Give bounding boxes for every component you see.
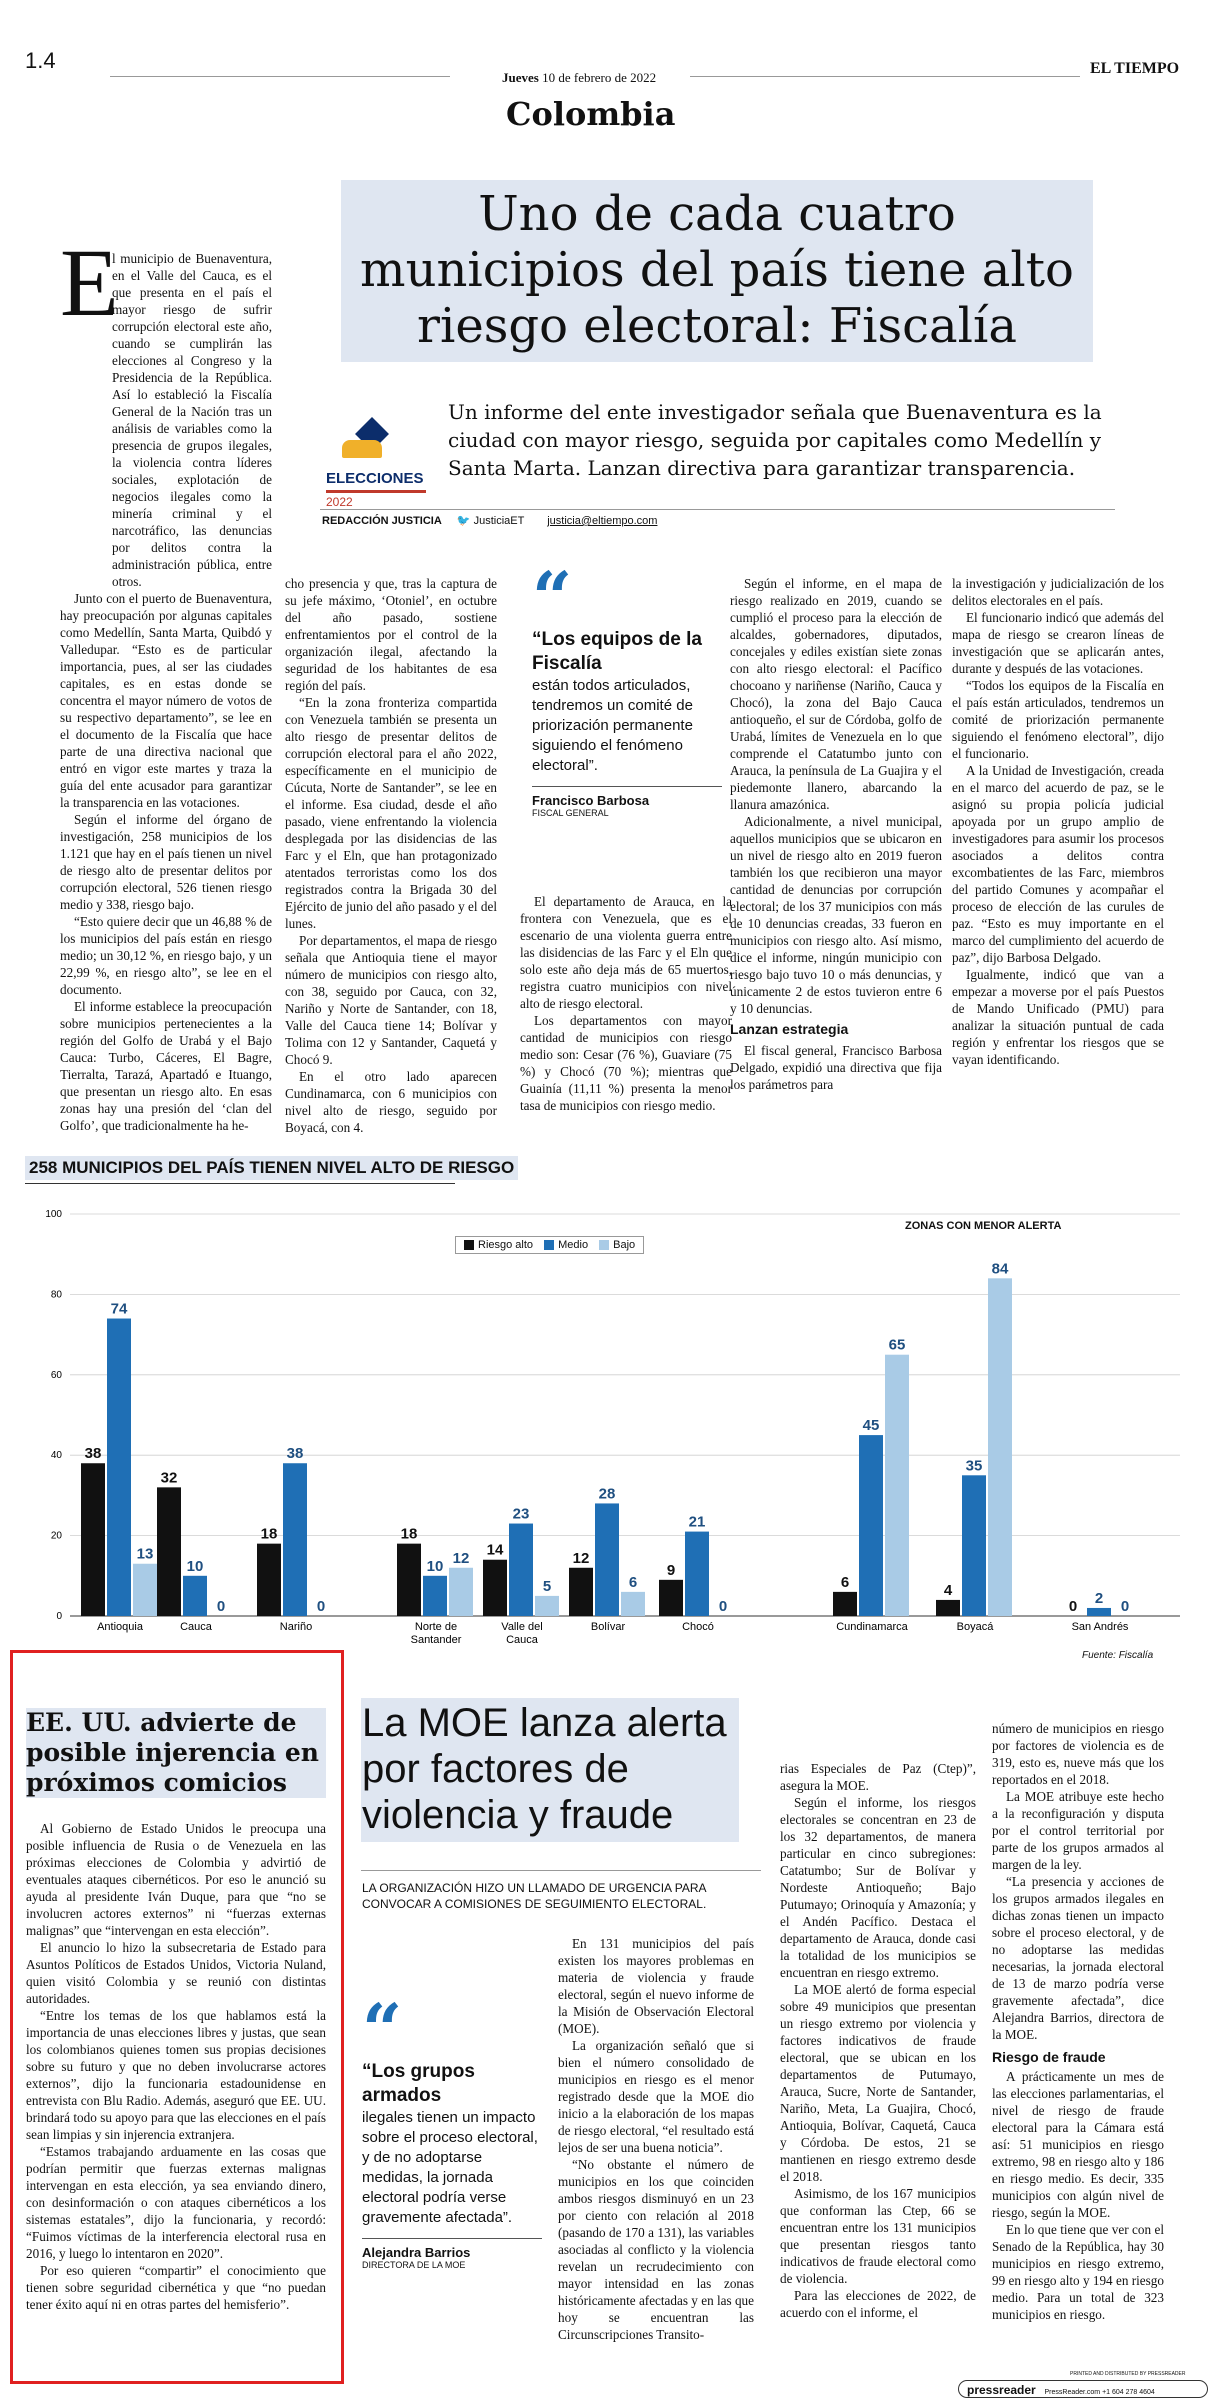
bar-value-label: 18 xyxy=(400,1525,418,1543)
bar-0 xyxy=(569,1568,593,1616)
bar-value-label: 12 xyxy=(572,1549,590,1567)
y-tick-label: 20 xyxy=(50,1530,62,1542)
category-label: Norte de xyxy=(414,1621,458,1633)
category-label: Cundinamarca xyxy=(836,1621,908,1633)
logo-text: ELECCIONES xyxy=(326,470,424,487)
elections-logo xyxy=(320,418,432,518)
bar-value-label: 0 xyxy=(1120,1598,1130,1615)
bar-2 xyxy=(988,1278,1012,1616)
byline-row xyxy=(322,514,657,527)
bar-value-label: 14 xyxy=(486,1541,504,1559)
quote-body: están todos articulados, tendremos un comité de priorización permanente siguiendo el fenómeno electoral”. xyxy=(532,677,693,774)
main-col-5 xyxy=(952,575,1164,1068)
bar-value-label: 65 xyxy=(888,1336,906,1354)
bar-2 xyxy=(621,1592,645,1616)
bar-value-label: 32 xyxy=(160,1469,178,1487)
main-col4-tail: El fiscal general, Francisco Barbosa Delgado, expidió una directiva que fija los parámetros para xyxy=(730,1043,942,1092)
twitter-icon: 🐦 xyxy=(456,515,471,527)
bar-1 xyxy=(859,1435,883,1616)
bar-2 xyxy=(449,1568,473,1616)
dropcap: E xyxy=(60,229,119,336)
category-label: Cauca xyxy=(506,1634,538,1646)
main-title: Uno de cada cuatro municipios del país tiene alto riesgo electoral: Fiscalía xyxy=(360,186,1074,354)
bar-1 xyxy=(685,1532,709,1616)
main-col1-p1: l municipio de Buenaventura, en el Valle del Cauca, es el que presenta en el país el mayor riesgo de sufrir corrupción electoral este año, cuando se cumplirán las elecciones al Congreso y la Presidencia de la República. Así lo estableció la Fiscalía General de la Nación tras un análisis de variables como la presencia de grupos ilegales, la violencia contra líderes sociales, explotación de negocios ilegales como la minería criminal y el narcotráfico, las denuncias por delitos contra la administración pública, entre otros. xyxy=(112,251,272,589)
moe-quote-body: ilegales tienen un impacto sobre el proceso electoral, y de no adoptarse medidas, la jornada electoral podría verse gravemente afectada”. xyxy=(362,2109,538,2226)
sidebar-title: EE. UU. advierte de posible injerencia en próximos comicios xyxy=(26,1708,326,1798)
bar-1 xyxy=(509,1524,533,1616)
main-col2-p4: En el otro lado aparecen Cundinamarca, con 6 municipios con nivel alto de riesgo, seguido por Boyacá, con 4. xyxy=(285,1069,497,1135)
legend-label-medio: Medio xyxy=(558,1239,589,1251)
moe-col2-p4: Asimismo, de los 167 municipios que conforman las Ctep, 66 se encuentran entre los 131 municipios que presentan riesgos tanto indicativos de fraude electoral como de violencia. xyxy=(780,2186,976,2286)
moe-col3-p4: A prácticamente un mes de las elecciones parlamentarias, el nivel de riesgo de fraude electoral para la Cámara está así: 51 municipios en riesgo extremo, 98 en riesgo alto y 186 en riesgo medio. Es decir, 335 municipios con algún nivel de riesgo, según la MOE. xyxy=(992,2069,1164,2220)
bar-0 xyxy=(157,1487,181,1616)
sidebar-p2: El anuncio lo hizo la subsecretaria de Estado para Asuntos Políticos de Estados Unidos, Victoria Nuland, quien visitó Colombia y se reunió con distintas autoridades. xyxy=(26,1940,326,2006)
sidebar-p5: Por eso quieren “compartir” el conocimiento que tienen sobre seguridad cibernética y que “no puedan tener éxito aquí ni en otras partes del hemisferio”. xyxy=(26,2263,326,2312)
date-day: Jueves xyxy=(502,70,539,85)
category-label: Bolívar xyxy=(590,1621,626,1633)
bar-value-label: 6 xyxy=(840,1573,850,1591)
bar-value-label: 28 xyxy=(598,1485,616,1503)
moe-col-3 xyxy=(992,1720,1164,2323)
bar-value-label: 35 xyxy=(965,1457,983,1475)
main-deck: Un informe del ente investigador señala que Buenaventura es la ciudad con mayor riesgo, seguida por capitales como Medellín y Santa Marta. Lanzan directiva para garantizar transparencia. xyxy=(448,400,1102,480)
moe-col-2 xyxy=(780,1760,976,2321)
quote-lead: “Los equipos de la Fiscalía xyxy=(532,629,702,674)
bar-value-label: 21 xyxy=(688,1513,706,1531)
main-col2-p3: Por departamentos, el mapa de riesgo señala que Antioquia tiene el mayor número de municipios con riesgo alto, con 38, seguido por Cauca, con 32, Nariño y Norte de Santander, con 18, Valle del Cauca tiene 14; Bolívar y Tolima con 12 y Santander, Caquetá y Chocó 9. xyxy=(285,933,497,1067)
bar-value-label: 0 xyxy=(316,1598,326,1615)
bar-value-label: 13 xyxy=(136,1545,154,1563)
main-col2-p2: “En la zona fronteriza compartida con Venezuela también se presenta un alto riesgo de presentar delitos de corrupción electoral para el año 2022, específicamente en el municipio de Cúcuta, Norte de Santander”, se lee en el informe. Esa ciudad, desde el año pasado, viene enfrentando la violencia desplegada por las disidencias de las Farc y el Eln, que han protagonizado atentados terroristas como los dos registrados contra la Brigada 30 del Ejército de junio del año pasado y el del lunes. xyxy=(285,695,497,931)
bar-1 xyxy=(423,1576,447,1616)
moe-deck-rule xyxy=(361,1870,761,1871)
bar-value-label: 10 xyxy=(186,1557,204,1575)
y-tick-label: 80 xyxy=(50,1289,62,1301)
bar-1 xyxy=(962,1475,986,1616)
moe-col2-p1: rias Especiales de Paz (Ctep)”, asegura la MOE. xyxy=(780,1761,976,1793)
sidebar-p4: “Estamos trabajando arduamente en las cosas que podrían permitir que fuerzas externas malignas intervengan en esta elección, ya sea enviando dinero, con desinformación o con ataques cibernéticos a los sistemas estatales”, dijo la funcionaria, y recordó: “Fuimos víctimas de la interferencia electoral rusa en 2016, y luego lo intentaron en 2020”. xyxy=(26,2144,326,2261)
bar-value-label: 0 xyxy=(718,1598,728,1615)
main-col1-p5: El informe establece la preocupación sobre municipios pertenecientes a la región del Golfo de Urabá y el Bajo Cauca: Turbo, Cáceres, El Bagre, Tierralta, Tarazá, Apartadó e Ituango, que presentan un riesgo alto. En esas zonas hay una presión del ‘clan del Golfo’, que tradicionalmente ha he- xyxy=(60,999,272,1133)
bar-value-label: 10 xyxy=(426,1557,444,1575)
moe-col1-p3: “No obstante el número de municipios en los que coinciden ambos riesgos disminuyó en un 23 por ciento con relación al 2018 (pasando de 170 a 131), las variables asociadas al conflicto y la violencia revelan un recrudecimiento con mayor intensidad en las zonas históricamente afectadas y en las que hoy se encuentran las Circunscripciones Transito- xyxy=(558,2157,754,2342)
section-title: Colombia xyxy=(506,95,676,133)
bar-0 xyxy=(936,1600,960,1616)
bar-value-label: 2 xyxy=(1094,1589,1104,1607)
bar-value-label: 6 xyxy=(628,1573,638,1591)
bar-0 xyxy=(397,1544,421,1616)
hand-icon xyxy=(342,440,382,458)
moe-col3-p1: número de municipios en riesgo por factores de violencia es de 319, esto es, nueve más que los reportados en el 2018. xyxy=(992,1721,1164,1787)
main-col4-p1: Según el informe, en el mapa de riesgo realizado en 2019, cuando se cumplió el proceso para la elección de alcaldes, gobernadores, diputados, concejales y ediles existían siete zonas con alto riesgo electoral: el Pacífico chocoano y nariñense (Nariño, Cauca y Chocó), la zona del Bajo Cauca antioqueño, el sur de Córdoba, golfo de Urabá, límites de Venezuela en lo que comprende el Catatumbo junto con Arauca, la península de La Guajira y el piedemonte llanero, abarcando la llanura amazónica. xyxy=(730,576,942,812)
moe-col2-p2: Según el informe, los riesgos electorales se concentran en 23 de los 32 departamentos, de manera particular en cinco subregiones: Catatumbo; Sur de Bolívar y Nordeste Antioqueño; Bajo Putumayo; Orinoquía y Amazonía; y el Andén Pacífico. Destaca el departamento de Arauca, donde casi la totalidad de los municipios se encuentran en riesgo extremo. xyxy=(780,1795,976,1980)
moe-quote-lead: “Los grupos armados xyxy=(362,2061,475,2106)
chart-title-text: 258 MUNICIPIOS DEL PAÍS TIENEN NIVEL ALTO DE RIESGO xyxy=(29,1158,515,1177)
header-rule-right xyxy=(690,76,1080,77)
main-col1-p3: Según el informe del órgano de investigación, 258 municipios de los 1.121 que hay en el país tienen un nivel de riesgo alto de presentar delitos por corrupción electoral, 526 tienen riesgo medio y 338, riesgo bajo. xyxy=(60,812,272,912)
pressreader-small: PRINTED AND DISTRIBUTED BY PRESSREADER xyxy=(1070,2371,1186,2377)
moe-col1-p1: En 131 municipios del país existen los mayores problemas en materia de violencia y fraude electoral, según el nuevo informe de la Misión de Observación Electoral (MOE). xyxy=(558,1936,754,2036)
bar-1 xyxy=(107,1319,131,1616)
main-col5-p3: “Todos los equipos de la Fiscalía en el país están articulados, tendremos un comité de priorización permanente siguiendo el fenómeno electoral”, dijo el funcionario. xyxy=(952,678,1164,761)
category-label: Boyacá xyxy=(956,1621,994,1633)
main-col4-p2: Adicionalmente, a nivel municipal, aquellos municipios que se ubicaron en un nivel de riesgo alto en 2019 fueron también los que recibieron una mayor cantidad de denuncias por corrupción electoral; de los 37 municipios con más de 10 denuncias creadas, 33 fueron en municipios con riesgo alto. Así mismo, dice el informe, ningún municipio con riesgo bajo tuvo 10 o más denuncias, y únicamente 2 de estos tuvieron entre 6 y 10 denuncias. xyxy=(730,814,942,1016)
bar-value-label: 38 xyxy=(84,1445,102,1463)
moe-col3-p3: “La presencia y acciones de los grupos armados ilegales en dichas zonas tienen un impacto sobre el proceso electoral, y de no adoptarse las medidas necesarias, la jornada electoral de 13 de marzo podría verse gravemente afectada”, dice Alejandra Barrios, directora de la MOE. xyxy=(992,1874,1164,2042)
moe-quote-icon: “ xyxy=(362,1988,403,2071)
moe-col3-subhead: Riesgo de fraude xyxy=(992,2049,1106,2065)
legend-label-bajo: Bajo xyxy=(613,1239,636,1251)
bar-1 xyxy=(183,1576,207,1616)
y-tick-label: 0 xyxy=(56,1611,62,1622)
main-col-2 xyxy=(285,575,497,1136)
legend-label-alto: Riesgo alto xyxy=(478,1239,534,1251)
moe-title: La MOE lanza alerta por factores de violencia y fraude xyxy=(362,1701,727,1837)
brand-logo: EL TIEMPO xyxy=(1090,60,1180,77)
bar-value-label: 45 xyxy=(862,1417,880,1435)
chart-annotation: ZONAS CON MENOR ALERTA xyxy=(905,1220,1062,1232)
sidebar-p1: Al Gobierno de Estado Unidos le preocupa una posible influencia de Rusia o de Venezuela en las próximas elecciones de Colombia y advirtió de eventuales ataques cibernéticos. Por eso le anunció su ayuda al presidente Iván Duque, para que “no se involucren actores externos” ni “fuerzas externas malignas” que “intervengan en esta elección”. xyxy=(26,1821,326,1938)
main-col1-p4: “Esto quiere decir que un 46,88 % de los municipios del país están en riesgo medio; un 30,12 %, en riesgo bajo, y un 22,99 %, en riesgo alto”, se lee en el documento. xyxy=(60,914,272,997)
category-label: San Andrés xyxy=(1071,1621,1129,1633)
risk-bar-chart xyxy=(0,1200,1211,1650)
bar-1 xyxy=(283,1463,307,1616)
main-col1-p2: Junto con el puerto de Buenaventura, hay preocupación por algunas capitales como Medellín, Santa Marta, Quibdó y Valledupar. “Esto es de particular importancia, pues, al ser las ciudades capitales, es en estas donde se concentra el mayor número de votos de su respectivo departamento”, se lee en el documento de la Fiscalía que hace parte de una directiva nacional que entró en vigor este martes y traza la guía del ente acusador para garantizar la transparencia en las votaciones. xyxy=(60,591,272,810)
category-label: Nariño xyxy=(279,1621,313,1633)
bar-value-label: 12 xyxy=(452,1549,470,1567)
moe-col3-p5: En lo que tiene que ver con el Senado de la República, hay 30 municipios en riesgo extremo, 99 en riesgo alto y 194 en riesgo medio. Para un total de 323 municipios en riesgo. xyxy=(992,2222,1164,2322)
category-label: Valle del xyxy=(501,1621,543,1633)
pressreader-phone: PressReader.com +1 604 278 4604 xyxy=(1044,2389,1155,2396)
logo-year: 2022 xyxy=(326,490,426,509)
category-label: Santander xyxy=(410,1634,462,1646)
y-tick-label: 60 xyxy=(50,1369,62,1381)
bar-value-label: 4 xyxy=(943,1581,953,1599)
bar-0 xyxy=(257,1544,281,1616)
bar-value-label: 38 xyxy=(286,1445,304,1463)
y-tick-label: 40 xyxy=(50,1450,62,1462)
main-col5-p4: A la Unidad de Investigación, creada en el marco del acuerdo de paz, se le asignó su propia policía judicial apoyada por un grupo amplio de investigadores para asumir los procesos asociados a delitos contra excombatientes de las Farc, miembros del partido Comunes y acompañar el proceso de elección de las curules de paz. “Esto es muy importante en el marco del cumplimiento del acuerdo de paz”, dijo Barbosa Delgado. xyxy=(952,763,1164,965)
chart-title xyxy=(25,1156,518,1180)
twitter-handle[interactable]: JusticiaET xyxy=(473,515,525,527)
moe-quote-role: DIRECTORA DE LA MOE xyxy=(362,2260,466,2270)
date-rest: 10 de febrero de 2022 xyxy=(542,70,657,85)
main-col3-p1: El departamento de Arauca, en la frontera con Venezuela, que es el escenario de una violenta guerra entre las disidencias de las Farc y el Eln que solo este año deja más de 65 muertos, registra cuatro municipios con nivel alto de riesgo electoral. xyxy=(520,894,732,1011)
quote-role: FISCAL GENERAL xyxy=(532,808,609,818)
date-line xyxy=(502,70,656,86)
main-col-4 xyxy=(730,575,942,1093)
bar-value-label: 0 xyxy=(216,1598,226,1615)
category-label: Antioquia xyxy=(97,1621,143,1633)
email-link[interactable]: justicia@eltiempo.com xyxy=(547,515,658,527)
moe-col3-p2: La MOE atribuye este hecho a la reconfiguración y disputa por el control territorial por parte de los grupos armados al margen de la ley. xyxy=(992,1789,1164,1872)
moe-quote-author: Alejandra Barrios xyxy=(362,2245,471,2260)
page-number: 1.4 xyxy=(25,48,56,73)
moe-quote xyxy=(362,1988,542,2270)
moe-col1-p2: La organización señaló que si bien el número consolidado de municipios en riesgo es el menor registrado desde que la MOE dio inicio a la elaboración de los mapas de riesgo electoral, “el resultado está lejos de ser una buena noticia”. xyxy=(558,2038,754,2155)
chart-title-rule xyxy=(25,1183,455,1184)
sidebar-text xyxy=(26,1820,326,2313)
moe-col2-p3: La MOE alertó de forma especial sobre 49 municipios que presentan un riesgo extremo por violencia y factores indicativos de fraude electoral, que se ubican en los departamentos de Putumayo, Arauca, Sucre, Norte de Santander, Nariño, Meta, La Guajira, Chocó, Antioquia, Bolívar, Caquetá, Cauca y Córdoba. De estos, 21 se mantienen en riesgo extremo desde el 2018. xyxy=(780,1982,976,2184)
bar-2 xyxy=(535,1596,559,1616)
bar-2 xyxy=(133,1564,157,1616)
pressreader-logo: pressreader xyxy=(967,2383,1036,2397)
main-col3-p2: Los departamentos con mayor cantidad de municipios con riesgo medio son: Cesar (76 %), Guaviare (75 %) y Chocó (70 %); mientras que Guainía (11,11 %) presenta la menor tasa de municipios con riesgo medio. xyxy=(520,1013,732,1113)
bar-value-label: 74 xyxy=(110,1300,128,1318)
y-tick-label: 100 xyxy=(45,1209,62,1220)
main-col2-p1: cho presencia y que, tras la captura de su jefe máximo, ‘Otoniel’, en octubre del año pasado, sostiene enfrentamientos por el control de la organización ilegal, afectando la seguridad de los habitantes de esa región del país. xyxy=(285,576,497,693)
main-col-1 xyxy=(60,250,272,1134)
bar-value-label: 0 xyxy=(1068,1598,1078,1615)
bar-value-label: 84 xyxy=(991,1260,1009,1278)
bar-0 xyxy=(81,1463,105,1616)
main-col4-subhead: Lanzan estrategia xyxy=(730,1021,849,1037)
category-label: Chocó xyxy=(682,1621,714,1633)
bar-value-label: 18 xyxy=(260,1525,278,1543)
bar-2 xyxy=(885,1355,909,1616)
main-col5-p5: Igualmente, indicó que van a empezar a moverse por el país Puestos de Mando Unificado (PMU) para analizar la situación puntual de cada región y enfrentar los riesgos que se vayan identificando. xyxy=(952,967,1164,1067)
bar-0 xyxy=(659,1580,683,1616)
category-label: Cauca xyxy=(180,1621,212,1633)
byline: REDACCIÓN JUSTICIA xyxy=(322,515,442,527)
sidebar-p3: “Entre los temas de los que hablamos está la importancia de unas elecciones libres y justas, que sean los colombianos quienes tomen sus propias decisiones sobre su futuro y que no deben involucrarse actores externos”, dijo la funcionaria estadounidense en entrevista con Blu Radio. Además, aseguró que EE. UU. brindará todo su apoyo para que las elecciones en el país sean limpias y sin injerencia extranjera. xyxy=(26,2008,326,2142)
moe-col-1 xyxy=(558,1935,754,2343)
main-col-3 xyxy=(520,893,732,1114)
bar-value-label: 9 xyxy=(666,1561,676,1579)
header-rule-left xyxy=(110,76,450,77)
main-col5-p2: El funcionario indicó que además del mapa de riesgo se crearon líneas de investigación que se aplicarán antes, durante y después de las votaciones. xyxy=(952,610,1164,676)
quote-author: Francisco Barbosa xyxy=(532,793,650,808)
main-col5-p1: la investigación y judicialización de los delitos electorales en el país. xyxy=(952,576,1164,608)
moe-col2-p5: Para las elecciones de 2022, de acuerdo con el informe, el xyxy=(780,2288,976,2320)
bar-0 xyxy=(483,1560,507,1616)
pressreader-footer xyxy=(958,2380,1208,2398)
fiscal-quote xyxy=(532,556,722,818)
bar-0 xyxy=(833,1592,857,1616)
byline-rule xyxy=(320,509,1115,510)
bar-1 xyxy=(1087,1608,1111,1616)
bar-value-label: 5 xyxy=(542,1577,552,1595)
moe-deck: LA ORGANIZACIÓN HIZO UN LLAMADO DE URGENCIA PARA CONVOCAR A COMISIONES DE SEGUIMIENTO ELECTORAL. xyxy=(362,1881,707,1911)
bar-1 xyxy=(595,1503,619,1616)
chart-source: Fuente: Fiscalía xyxy=(1082,1650,1154,1661)
bar-value-label: 23 xyxy=(512,1505,530,1523)
quote-icon: “ xyxy=(532,556,573,639)
